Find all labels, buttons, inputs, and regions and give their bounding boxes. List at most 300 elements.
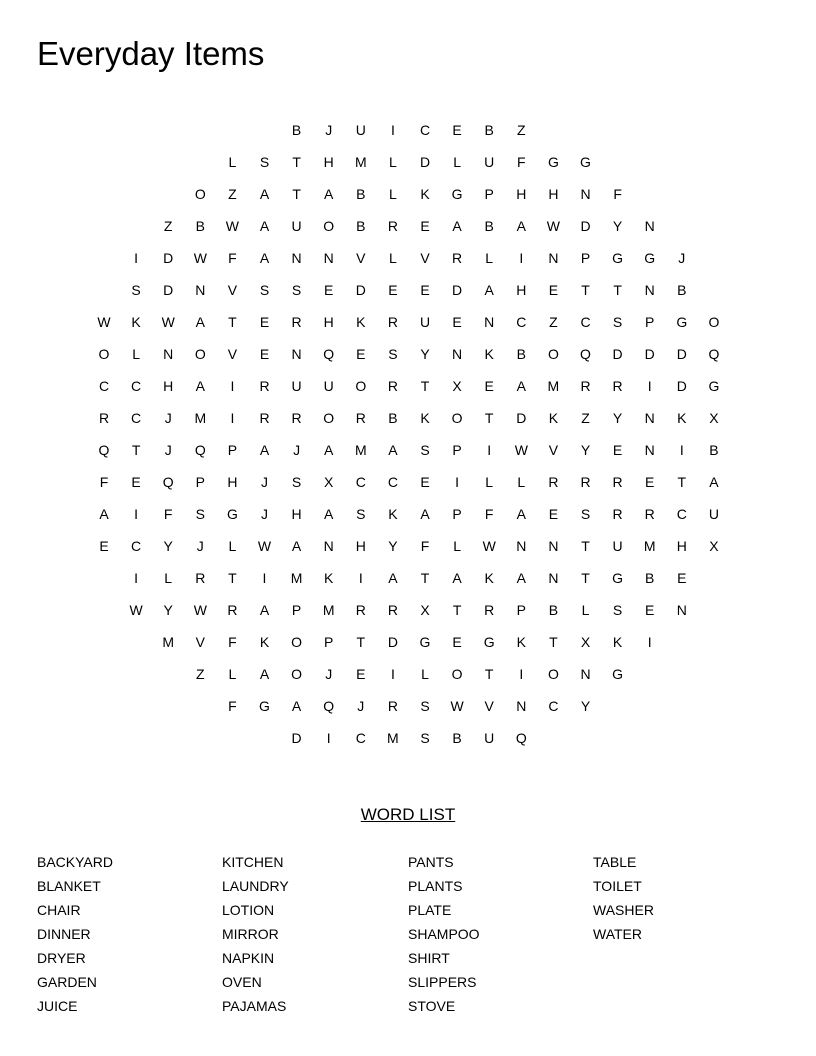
grid-letter: R	[387, 602, 398, 618]
grid-letter: S	[580, 506, 591, 522]
grid-letter: C	[131, 410, 142, 426]
grid-letter: W	[161, 314, 175, 330]
word-list-item: SHIRT	[408, 950, 450, 966]
grid-letter: O	[291, 666, 303, 682]
grid-letter: F	[99, 474, 109, 490]
grid-letter: C	[419, 122, 431, 138]
grid-letter: K	[420, 410, 430, 426]
grid-letter: H	[355, 538, 366, 554]
grid-letter: A	[259, 218, 270, 234]
grid-letter: A	[516, 570, 526, 586]
word-list-column	[222, 850, 402, 1018]
grid-letter: T	[581, 570, 590, 586]
grid-letter: H	[548, 186, 559, 202]
grid-letter: Z	[549, 314, 558, 330]
grid-letter: T	[581, 282, 590, 298]
grid-letter: M	[387, 730, 399, 746]
word-list-item: PAJAMAS	[222, 998, 287, 1014]
grid-letter: I	[262, 570, 267, 586]
grid-letter: K	[484, 570, 494, 586]
grid-letter: Y	[163, 602, 173, 618]
grid-letter: O	[708, 314, 720, 330]
grid-letter: P	[291, 602, 302, 618]
grid-letter: Q	[98, 442, 110, 458]
grid-letter: R	[452, 250, 463, 266]
grid-letter: N	[580, 186, 591, 202]
grid-letter: D	[355, 282, 366, 298]
grid-letter: B	[645, 570, 655, 586]
grid-letter: F	[228, 634, 237, 650]
grid-letter: E	[548, 506, 559, 522]
grid-letter: C	[580, 314, 591, 330]
grid-letter: U	[484, 730, 495, 746]
grid-letter: E	[548, 282, 559, 298]
grid-letter: M	[643, 538, 656, 554]
grid-letter: S	[612, 314, 623, 330]
grid-letter: G	[419, 634, 431, 650]
grid-letter: N	[644, 410, 655, 426]
grid-letter: K	[356, 314, 366, 330]
grid-letter: H	[516, 186, 527, 202]
grid-letter: C	[387, 474, 398, 490]
grid-letter: A	[291, 698, 302, 714]
grid-letter: I	[679, 442, 684, 458]
word-list-item: BLANKET	[37, 878, 101, 894]
grid-letter: P	[645, 314, 655, 330]
grid-letter: T	[677, 474, 687, 490]
grid-letter: C	[516, 314, 527, 330]
grid-letter: W	[97, 314, 111, 330]
grid-letter: E	[645, 602, 655, 618]
grid-letter: N	[516, 538, 527, 554]
grid-letter: T	[292, 154, 301, 170]
grid-letter: R	[580, 474, 591, 490]
grid-letter: E	[677, 570, 687, 586]
grid-letter: Z	[163, 218, 173, 234]
grid-letter: L	[421, 666, 429, 682]
grid-letter: R	[548, 474, 559, 490]
grid-letter: A	[324, 506, 334, 522]
grid-letter: U	[355, 122, 366, 138]
grid-letter: R	[291, 314, 302, 330]
grid-letter: U	[323, 378, 334, 394]
grid-letter: S	[131, 282, 141, 298]
grid-letter: E	[420, 474, 430, 490]
grid-letter: S	[291, 282, 302, 298]
word-list-item: BACKYARD	[37, 854, 113, 870]
grid-letter: S	[259, 282, 270, 298]
grid-letter: O	[98, 346, 110, 362]
grid-letter: H	[323, 154, 334, 170]
grid-letter: B	[195, 218, 205, 234]
grid-letter: T	[549, 634, 558, 650]
grid-letter: L	[388, 250, 397, 266]
grid-letter: C	[131, 538, 142, 554]
grid-letter: V	[195, 634, 205, 650]
grid-letter: V	[548, 442, 559, 458]
grid-letter: S	[388, 346, 398, 362]
grid-letter: I	[487, 442, 492, 458]
grid-letter: R	[355, 410, 366, 426]
grid-letter: X	[452, 378, 462, 394]
word-list-column	[408, 850, 588, 1018]
grid-letter: U	[291, 378, 302, 394]
grid-letter: L	[228, 538, 237, 554]
grid-letter: G	[483, 634, 495, 650]
grid-letter: O	[547, 346, 559, 362]
word-list-item: MIRROR	[222, 926, 279, 942]
grid-letter: B	[516, 346, 526, 362]
grid-letter: L	[132, 346, 140, 362]
grid-letter: R	[387, 218, 398, 234]
grid-letter: J	[678, 250, 686, 266]
grid-letter: J	[164, 410, 172, 426]
grid-letter: I	[390, 122, 395, 138]
word-list-item: LOTION	[222, 902, 275, 918]
grid-letter: G	[259, 698, 270, 714]
word-list-item: PLANTS	[408, 878, 463, 894]
grid-letter: U	[484, 154, 495, 170]
grid-letter: L	[453, 154, 461, 170]
grid-letter: R	[259, 410, 270, 426]
word-list-item: TOILET	[593, 878, 642, 894]
grid-letter: E	[356, 666, 366, 682]
grid-letter: B	[484, 218, 494, 234]
grid-letter: E	[131, 474, 141, 490]
grid-letter: A	[452, 570, 462, 586]
grid-letter: M	[354, 154, 367, 170]
grid-letter: H	[516, 282, 527, 298]
grid-letter: J	[325, 666, 333, 682]
word-list-header-text: WORD LIST	[360, 805, 456, 824]
grid-letter: C	[131, 378, 142, 394]
grid-letter: Q	[580, 346, 591, 362]
grid-letter: R	[355, 602, 366, 618]
grid-letter: T	[484, 666, 494, 682]
grid-letter: X	[580, 634, 591, 650]
grid-letter: N	[516, 698, 527, 714]
grid-letter: E	[612, 442, 623, 458]
grid-letter: L	[388, 186, 397, 202]
grid-letter: D	[612, 346, 623, 362]
grid-letter: P	[452, 442, 462, 458]
grid-letter: D	[163, 250, 174, 266]
grid-letter: R	[291, 410, 302, 426]
grid-letter: G	[644, 250, 656, 266]
word-list-item: CHAIR	[37, 902, 81, 918]
grid-letter: Z	[581, 410, 590, 426]
grid-letter: O	[291, 634, 303, 650]
grid-letter: Y	[580, 698, 591, 714]
grid-letter: A	[388, 570, 398, 586]
grid-letter: K	[548, 410, 559, 426]
grid-letter: W	[193, 602, 207, 618]
grid-letter: D	[644, 346, 655, 362]
grid-letter: N	[548, 538, 559, 554]
grid-letter: R	[195, 570, 206, 586]
grid-letter: B	[677, 282, 687, 298]
grid-letter: L	[485, 474, 494, 490]
grid-letter: M	[162, 634, 175, 650]
grid-letter: B	[452, 730, 462, 746]
grid-letter: I	[647, 634, 652, 650]
grid-letter: J	[357, 698, 365, 714]
grid-letter: G	[547, 154, 559, 170]
grid-letter: E	[99, 538, 109, 554]
grid-letter: H	[163, 378, 174, 394]
grid-letter: A	[452, 218, 462, 234]
grid-letter: I	[390, 666, 395, 682]
grid-letter: K	[259, 634, 270, 650]
grid-letter: H	[323, 314, 334, 330]
word-list-item: SLIPPERS	[408, 974, 477, 990]
grid-letter: R	[612, 474, 623, 490]
word-list-item: SHAMPOO	[408, 926, 480, 942]
grid-letter: N	[644, 282, 655, 298]
grid-letter: T	[228, 314, 237, 330]
grid-letter: M	[354, 442, 367, 458]
grid-letter: V	[227, 346, 238, 362]
grid-letter: N	[323, 538, 334, 554]
grid-letter: Q	[162, 474, 174, 490]
grid-letter: N	[644, 218, 655, 234]
grid-letter: A	[516, 378, 526, 394]
grid-letter: J	[293, 442, 301, 458]
grid-letter: P	[227, 442, 238, 458]
grid-letter: G	[676, 314, 688, 330]
grid-letter: U	[291, 218, 302, 234]
grid-letter: E	[324, 282, 334, 298]
grid-letter: K	[388, 506, 398, 522]
grid-letter: A	[291, 538, 302, 554]
grid-letter: I	[134, 506, 139, 522]
grid-letter: P	[484, 186, 494, 202]
grid-letter: X	[324, 474, 334, 490]
grid-letter: K	[612, 634, 623, 650]
grid-letter: I	[358, 570, 363, 586]
page-title: Everyday Items	[37, 35, 265, 72]
grid-letter: O	[547, 666, 559, 682]
grid-letter: K	[516, 634, 526, 650]
grid-letter: G	[451, 186, 463, 202]
grid-letter: F	[163, 506, 173, 522]
word-list-header	[0, 804, 816, 826]
grid-letter: W	[546, 218, 560, 234]
grid-letter: U	[612, 538, 623, 554]
grid-letter: N	[644, 442, 655, 458]
grid-letter: D	[163, 282, 174, 298]
grid-letter: L	[228, 154, 237, 170]
grid-letter: I	[230, 378, 235, 394]
grid-letter: M	[194, 410, 207, 426]
grid-letter: I	[455, 474, 460, 490]
grid-letter: Q	[323, 698, 335, 714]
grid-letter: J	[164, 442, 172, 458]
grid-letter: A	[324, 442, 334, 458]
word-list-item: LAUNDRY	[222, 878, 289, 894]
grid-letter: C	[98, 378, 110, 394]
grid-letter: X	[709, 538, 719, 554]
grid-letter: O	[355, 378, 367, 394]
grid-letter: A	[324, 186, 334, 202]
grid-letter: N	[548, 570, 559, 586]
word-list-item: PANTS	[408, 854, 454, 870]
grid-letter: S	[291, 474, 302, 490]
grid-letter: H	[291, 506, 302, 522]
grid-letter: Y	[388, 538, 398, 554]
grid-letter: I	[647, 378, 652, 394]
grid-letter: S	[259, 154, 270, 170]
grid-letter: R	[612, 506, 623, 522]
grid-letter: K	[131, 314, 141, 330]
grid-letter: E	[388, 282, 398, 298]
grid-letter: A	[420, 506, 430, 522]
grid-letter: A	[99, 506, 109, 522]
grid-letter: F	[420, 538, 430, 554]
grid-letter: N	[548, 250, 559, 266]
grid-letter: O	[451, 666, 463, 682]
grid-letter: X	[709, 410, 719, 426]
grid-letter: V	[356, 250, 366, 266]
grid-letter: E	[420, 282, 430, 298]
grid-letter: I	[134, 250, 139, 266]
grid-letter: J	[261, 474, 268, 490]
grid-letter: N	[676, 602, 687, 618]
word-list-column	[37, 850, 217, 1018]
grid-letter: V	[227, 282, 238, 298]
grid-letter: N	[323, 250, 334, 266]
grid-letter: T	[420, 378, 430, 394]
grid-letter: N	[291, 346, 302, 362]
word-list-item: NAPKIN	[222, 950, 275, 966]
grid-letter: B	[356, 186, 366, 202]
grid-letter: R	[484, 602, 495, 618]
grid-letter: S	[195, 506, 205, 522]
grid-letter: I	[519, 666, 524, 682]
grid-letter: G	[226, 506, 238, 522]
grid-letter: W	[482, 538, 496, 554]
grid-letter: R	[387, 378, 398, 394]
grid-letter: A	[484, 282, 494, 298]
grid-letter: L	[517, 474, 526, 490]
grid-letter: K	[420, 186, 430, 202]
grid-letter: K	[677, 410, 687, 426]
grid-letter: F	[613, 186, 622, 202]
word-list	[0, 850, 816, 1020]
grid-letter: P	[195, 474, 205, 490]
grid-letter: G	[612, 250, 624, 266]
grid-letter: Z	[517, 122, 526, 138]
grid-letter: D	[516, 410, 527, 426]
word-list-item: STOVE	[408, 998, 456, 1014]
grid-letter: W	[450, 698, 464, 714]
grid-letter: D	[452, 282, 463, 298]
grid-letter: E	[259, 346, 270, 362]
grid-letter: O	[194, 186, 206, 202]
grid-letter: F	[228, 250, 237, 266]
grid-letter: L	[485, 250, 494, 266]
word-list-item: WASHER	[593, 902, 654, 918]
grid-letter: T	[613, 282, 622, 298]
grid-letter: B	[388, 410, 398, 426]
word-list-item: PLATE	[408, 902, 452, 918]
grid-letter: L	[228, 666, 237, 682]
grid-letter: K	[324, 570, 334, 586]
grid-letter: M	[322, 602, 335, 618]
grid-letter: W	[225, 218, 239, 234]
grid-letter: H	[227, 474, 238, 490]
grid-letter: U	[419, 314, 431, 330]
grid-letter: S	[356, 506, 366, 522]
grid-letter: D	[419, 154, 431, 170]
grid-letter: D	[387, 634, 398, 650]
grid-letter: A	[259, 602, 270, 618]
grid-letter: P	[324, 634, 334, 650]
grid-letter: W	[129, 602, 143, 618]
grid-letter: F	[484, 506, 494, 522]
word-list-item: OVEN	[222, 974, 262, 990]
word-list-item: KITCHEN	[222, 854, 284, 870]
grid-letter: U	[708, 506, 719, 522]
grid-letter: Q	[708, 346, 720, 362]
grid-letter: A	[709, 474, 719, 490]
grid-letter: T	[131, 442, 141, 458]
grid-letter: S	[420, 698, 430, 714]
grid-letter: A	[516, 506, 526, 522]
grid-letter: W	[514, 442, 528, 458]
grid-letter: V	[420, 250, 430, 266]
grid-letter: J	[196, 538, 204, 554]
grid-letter: N	[484, 314, 495, 330]
word-list-item: WATER	[593, 926, 642, 942]
grid-letter: B	[484, 122, 494, 138]
grid-letter: A	[516, 218, 526, 234]
grid-letter: I	[230, 410, 235, 426]
grid-letter: N	[452, 346, 463, 362]
word-list-item: DRYER	[37, 950, 86, 966]
grid-letter: N	[291, 250, 302, 266]
grid-letter: X	[420, 602, 430, 618]
grid-letter: B	[291, 122, 302, 138]
grid-letter: A	[259, 666, 270, 682]
grid-letter: Q	[323, 346, 335, 362]
grid-letter: R	[387, 314, 398, 330]
grid-letter: Y	[163, 538, 173, 554]
grid-letter: T	[484, 410, 494, 426]
grid-letter: T	[292, 186, 301, 202]
grid-letter: G	[580, 154, 591, 170]
grid-letter: P	[580, 250, 591, 266]
grid-letter: R	[644, 506, 655, 522]
grid-letter: O	[323, 410, 335, 426]
grid-letter: T	[581, 538, 590, 554]
grid-letter: E	[259, 314, 270, 330]
grid-letter: A	[195, 314, 205, 330]
grid-letter: L	[388, 154, 397, 170]
grid-letter: E	[484, 378, 494, 394]
grid-letter: V	[484, 698, 494, 714]
word-list-column	[593, 850, 773, 946]
grid-letter: S	[612, 602, 623, 618]
grid-letter: Y	[612, 218, 623, 234]
grid-letter: T	[228, 570, 237, 586]
grid-letter: I	[519, 250, 524, 266]
grid-letter: F	[228, 698, 237, 714]
grid-letter: M	[290, 570, 303, 586]
grid-letter: E	[452, 314, 462, 330]
grid-letter: K	[484, 346, 494, 362]
grid-letter: Y	[612, 410, 623, 426]
